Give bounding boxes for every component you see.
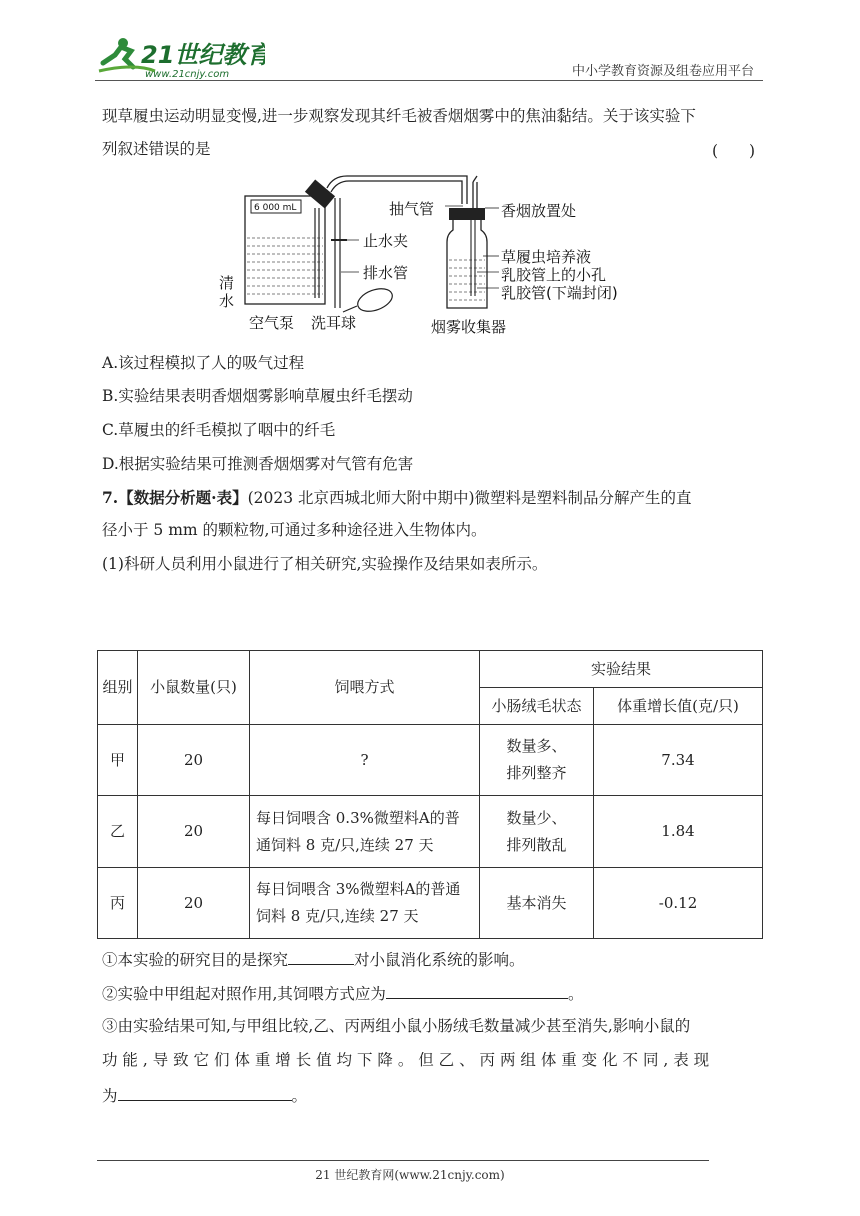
footer	[0, 1166, 820, 1183]
subq-2-text-a: ②实验中甲组起对照作用,其饲喂方式应为	[102, 985, 386, 1003]
cell-villi-line1: 数量少、	[506, 808, 567, 827]
cell-feeding-line1: ?	[360, 750, 369, 769]
subq-1-text-b: 对小鼠消化系统的影响。	[354, 951, 525, 969]
logo-text: 21世纪教育	[141, 41, 265, 69]
label-ear-bulb: 洗耳球	[311, 314, 357, 332]
answer-blank-1[interactable]	[288, 948, 354, 965]
experiment-diagram	[215, 168, 655, 340]
label-hole: 乳胶管上的小孔	[501, 266, 607, 284]
container-stopper	[305, 180, 335, 209]
runner-logo-icon	[95, 33, 265, 81]
q6-stem-line2: 列叙述错误的是	[102, 140, 211, 158]
label-collector: 烟雾收集器	[431, 318, 507, 336]
table-header-row	[98, 651, 763, 688]
label-air-pump: 空气泵	[249, 314, 295, 332]
site-logo	[95, 33, 265, 81]
subq-3-text-a: 为	[102, 1087, 118, 1105]
volume-label: 6 000 mL	[254, 203, 297, 213]
answer-blank-3[interactable]	[118, 1084, 292, 1101]
cell-feeding-line2: 饲料 8 克/只,连续 27 天	[256, 907, 419, 925]
cell-villi: 基本消失	[480, 868, 594, 939]
q7-stem-line1	[102, 488, 692, 508]
culture-fill	[449, 260, 485, 300]
header-platform-text: 中小学教育资源及组卷应用平台	[572, 64, 755, 79]
cell-weight: 1.84	[594, 796, 763, 868]
cell-weight: -0.12	[594, 868, 763, 939]
cell-count: 20	[138, 725, 250, 796]
header-feeding: 饲喂方式	[250, 651, 480, 725]
table-row	[98, 796, 763, 868]
cell-villi	[480, 796, 594, 868]
label-air-tube: 抽气管	[389, 200, 435, 218]
subq-3-line1: ③由实验结果可知,与甲组比较,乙、丙两组小鼠小肠绒毛数量减少甚至消失,影响小鼠的	[102, 1017, 691, 1035]
collector-bottle	[447, 220, 487, 308]
answer-blank-2[interactable]	[386, 982, 568, 999]
subq-1-text-a: ①本实验的研究目的是探究	[102, 951, 289, 969]
label-qing: 清	[219, 274, 235, 292]
cell-weight: 7.34	[594, 725, 763, 796]
subq-3-text-b: 。	[291, 1087, 308, 1105]
label-shui: 水	[219, 292, 235, 310]
cell-villi-line1: 数量多、	[506, 737, 567, 755]
header-group: 组别	[98, 651, 138, 725]
header-weight: 体重增长值(克/只)	[594, 688, 763, 725]
label-latex-tube: 乳胶管(下端封闭)	[501, 284, 618, 302]
subq-2	[102, 982, 583, 1004]
q7-sub1: (1)科研人员利用小鼠进行了相关研究,实验操作及结果如表所示。	[102, 555, 548, 573]
option-d: D.根据实验结果可推测香烟烟雾对气管有危害	[102, 455, 414, 473]
subq-3-line3	[102, 1084, 307, 1106]
header-results: 实验结果	[480, 651, 763, 688]
label-drain: 排水管	[363, 264, 409, 282]
cell-group: 丙	[98, 868, 138, 939]
table-row	[98, 868, 763, 939]
q6-stem-line1: 现草履虫运动明显变慢,进一步观察发现其纤毛被香烟烟雾中的焦油黏结。关于该实验下	[102, 107, 696, 125]
cell-villi-line2: 排列散乱	[506, 835, 567, 854]
cell-feeding	[250, 796, 480, 868]
q7-tag: 7.【数据分析题·表】	[102, 488, 248, 507]
option-b: B.实验结果表明香烟烟雾影响草履虫纤毛摆动	[102, 387, 413, 405]
cell-count: 20	[138, 796, 250, 868]
q7-stem-rest: (2023 北京西城北师大附中期中)微塑料是塑料制品分解产生的直	[247, 489, 692, 507]
cell-group: 乙	[98, 796, 138, 868]
water-fill	[247, 238, 323, 294]
label-culture: 草履虫培养液	[501, 248, 592, 266]
option-a: A.该过程模拟了人的吸气过程	[102, 354, 305, 372]
cell-feeding-line1: 每日饲喂含 0.3%微塑料A的普	[256, 808, 460, 827]
subq-1	[102, 948, 525, 970]
header-count: 小鼠数量(只)	[138, 651, 250, 725]
footer-divider	[97, 1160, 709, 1161]
header-divider	[95, 80, 763, 81]
subq-2-text-b: 。	[567, 985, 584, 1003]
collector-stopper	[449, 208, 485, 220]
answer-parentheses: ( )	[712, 142, 756, 160]
label-clamp: 止水夹	[363, 232, 409, 250]
cell-villi-line2: 排列整齐	[506, 764, 567, 782]
results-table	[97, 650, 763, 939]
option-c: C.草履虫的纤毛模拟了咽中的纤毛	[102, 421, 336, 439]
cell-count: 20	[138, 868, 250, 939]
subq-3-line2: 功 能 , 导 致 它 们 体 重 增 长 值 均 下 降 。 但 乙 、 丙 两 组 体 重 变 化 不 同 , 表 现	[102, 1051, 710, 1069]
cell-feeding	[250, 725, 480, 796]
logo-url: www.21cnjy.com	[145, 69, 230, 80]
ear-bulb-icon	[355, 284, 396, 315]
footer-text: 21 世纪教育网(www.21cnjy.com)	[315, 1168, 505, 1182]
q7-stem-line2: 径小于 5 mm 的颗粒物,可通过多种途径进入生物体内。	[102, 521, 487, 539]
table-row	[98, 725, 763, 796]
cell-villi	[480, 725, 594, 796]
cell-group: 甲	[98, 725, 138, 796]
header-villi: 小肠绒毛状态	[480, 688, 594, 725]
label-cigarette-spot: 香烟放置处	[501, 202, 577, 220]
cell-feeding-line1: 每日饲喂含 3%微塑料A的普通	[256, 880, 461, 898]
cell-feeding	[250, 868, 480, 939]
cell-feeding-line2: 通饲料 8 克/只,连续 27 天	[256, 835, 434, 854]
